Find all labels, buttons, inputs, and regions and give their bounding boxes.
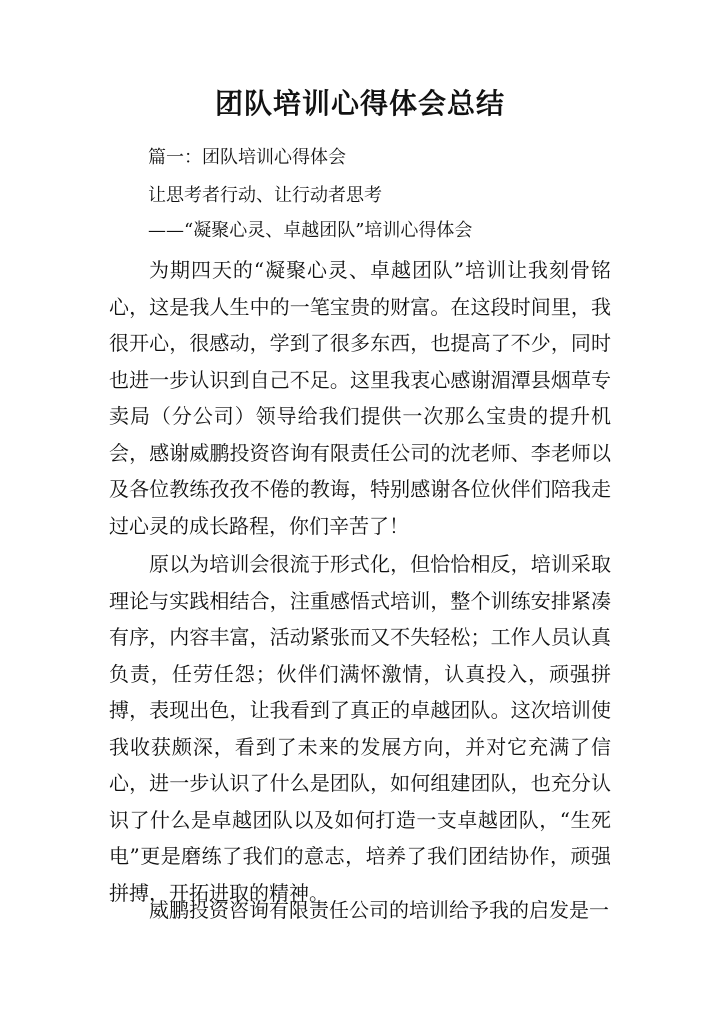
section-subtitle: 让思考者行动、让行动者思考 (148, 185, 382, 206)
body-paragraph-1: 为期四天的“凝聚心灵、卓越团队”培训让我刻骨铭心，这是我人生中的一笔宝贵的财富。在这段时间里，我很开心，很感动，学到了很多东西，也提高了不少，同时也进一步认识到自己不足。这里我衷心感谢湄潭县烟草专卖局（分公司）领导给我们提供一次那么宝贵的提升机会，感谢威鹏投资咨询有限责任公司的沈老师、李老师以及各位教练孜孜不倦的教诲，特别感谢各位伙伴们陪我走过心灵的成长路程，你们辛苦了！ (109, 258, 611, 538)
body-paragraph-2: 原以为培训会很流于形式化，但恰恰相反，培训采取理论与实践相结合，注重感悟式培训，整个训练安排紧凑有序，内容丰富，活动紧张而又不失轻松；工作人员认真负责，任劳任怨；伙伴们满怀激情，认真投入，顽强拼搏，表现出色，让我看到了真正的卓越团队。这次培训使我收获颇深，看到了未来的发展方向，并对它充满了信心，进一步认识了什么是团队，如何组建团队，也充分认识了什么是卓越团队以及如何打造一支卓越团队，“生死电”更是磨练了我们的意志，培养了我们团结协作，顽强拼搏，开拓进取的精神。 (109, 552, 611, 905)
section-tagline: ——“凝聚心灵、卓越团队”培训心得体会 (148, 220, 473, 241)
body-paragraph-3: 威鹏投资咨询有限责任公司的培训给予我的启发是一 (149, 898, 609, 922)
document-title: 团队培训心得体会总结 (214, 87, 505, 120)
section-heading: 篇一：团队培训心得体会 (148, 147, 346, 168)
